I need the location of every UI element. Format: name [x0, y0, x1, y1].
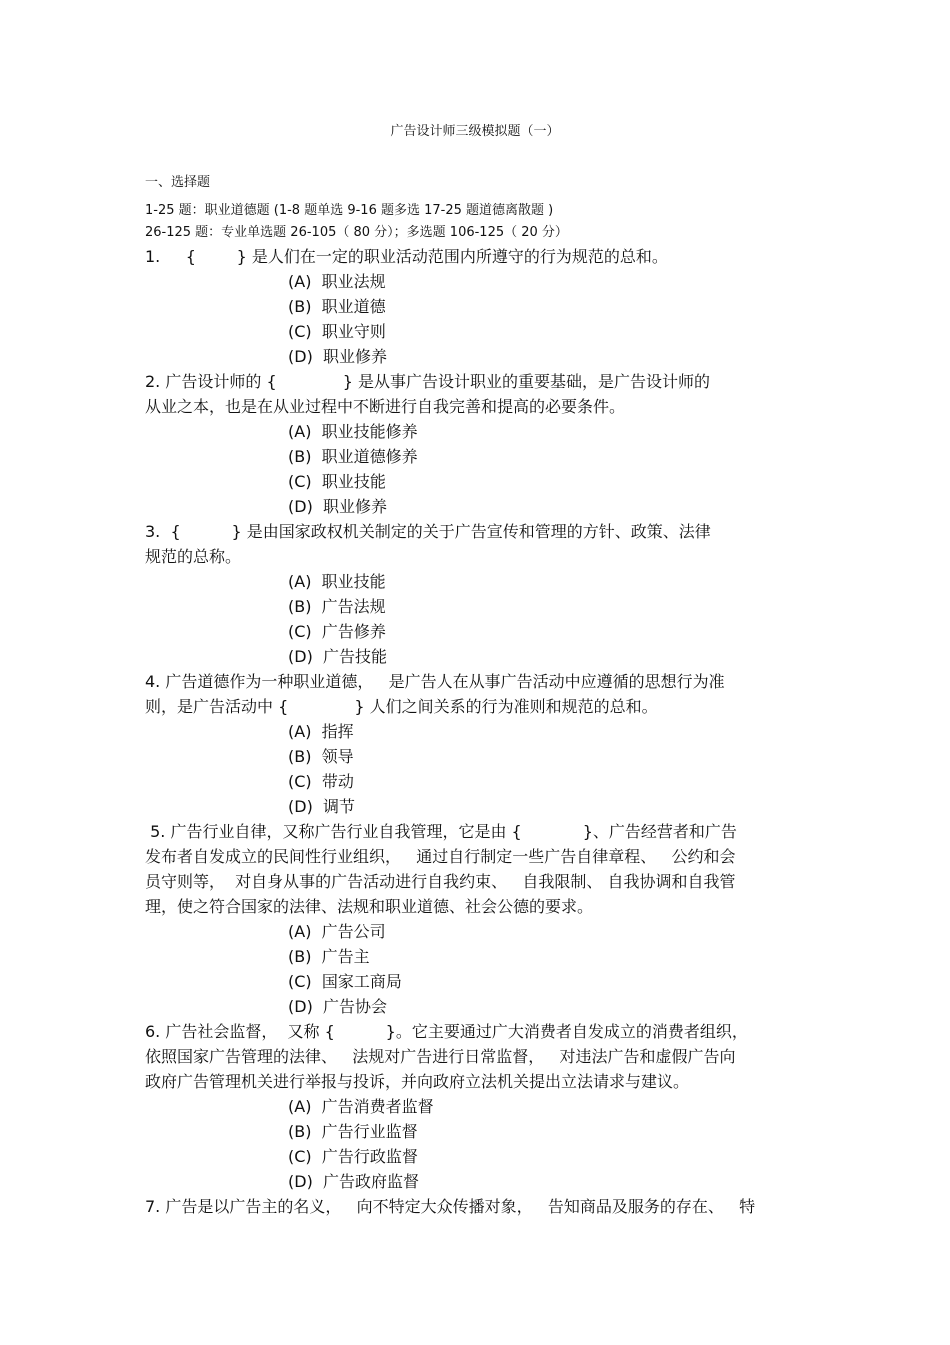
document-title: 广告设计师三级模拟题（一）	[390, 124, 560, 139]
answer-option: (C) 广告修养	[288, 622, 386, 641]
answer-option: (B) 职业道德修养	[288, 447, 418, 466]
answer-option: (D) 职业修养	[288, 497, 387, 516]
answer-option: (D) 职业修养	[288, 347, 387, 366]
answer-option: (A) 职业法规	[288, 272, 386, 291]
answer-option: (B) 广告行业监督	[288, 1122, 418, 1141]
question-text: 4. 广告道德作为一种职业道德， 是广告人在从事广告活动中应遵循的思想行为准	[145, 672, 725, 691]
answer-option: (C) 职业技能	[288, 472, 386, 491]
question-text: 5. 广告行业自律，又称广告行业自我管理，它是由 { }、广告经营者和广告	[145, 822, 737, 841]
answer-option: (C) 广告行政监督	[288, 1147, 418, 1166]
note-line: 26-125 题：专业单选题 26-105（ 80 分）；多选题 106-125（ 20 分）	[145, 225, 568, 240]
section-heading: 一、选择题	[145, 175, 211, 190]
answer-option: (A) 指挥	[288, 722, 354, 741]
answer-option: (A) 职业技能修养	[288, 422, 418, 441]
question-text: 理，使之符合国家的法律、法规和职业道德、社会公德的要求。	[145, 897, 594, 916]
answer-option: (B) 广告主	[288, 947, 370, 966]
answer-option: (C) 带动	[288, 772, 354, 791]
question-text: 从业之本，也是在从业过程中不断进行自我完善和提高的必要条件。	[145, 397, 626, 416]
question-text: 发布者自发成立的民间性行业组织， 通过自行制定一些广告自律章程、 公约和会	[145, 847, 736, 866]
answer-option: (C) 国家工商局	[288, 972, 402, 991]
answer-option: (B) 广告法规	[288, 597, 386, 616]
question-text: 3. { } 是由国家政权机关制定的关于广告宣传和管理的方针、政策、法律	[145, 522, 711, 541]
question-text: 2. 广告设计师的 { } 是从事广告设计职业的重要基础，是广告设计师的	[145, 372, 711, 391]
question-text: 1. { } 是人们在一定的职业活动范围内所遵守的行为规范的总和。	[145, 247, 668, 266]
answer-option: (D) 广告政府监督	[288, 1172, 419, 1191]
question-text: 7. 广告是以广告主的名义， 向不特定大众传播对象， 告知商品及服务的存在、 特	[145, 1197, 756, 1216]
question-text: 规范的总称。	[145, 547, 242, 566]
answer-option: (A) 广告公司	[288, 922, 386, 941]
answer-option: (D) 调节	[288, 797, 355, 816]
question-text: 政府广告管理机关进行举报与投诉，并向政府立法机关提出立法请求与建议。	[145, 1072, 690, 1091]
question-text: 依照国家广告管理的法律、 法规对广告进行日常监督， 对违法广告和虚假广告向	[145, 1047, 736, 1066]
question-text: 6. 广告社会监督， 又称 { }。它主要通过广大消费者自发成立的消费者组织，	[145, 1022, 748, 1041]
question-text: 则，是广告活动中 { } 人们之间关系的行为准则和规范的总和。	[145, 697, 658, 716]
answer-option: (D) 广告技能	[288, 647, 387, 666]
answer-option: (B) 领导	[288, 747, 354, 766]
note-line: 1-25 题：职业道德题 (1-8 题单选 9-16 题多选 17-25 题道德离散题 )	[145, 203, 554, 218]
answer-option: (A) 职业技能	[288, 572, 386, 591]
question-text: 员守则等， 对自身从事的广告活动进行自我约束、 自我限制、 自我协调和自我管	[145, 872, 736, 891]
answer-option: (D) 广告协会	[288, 997, 387, 1016]
answer-option: (C) 职业守则	[288, 322, 386, 341]
answer-option: (B) 职业道德	[288, 297, 386, 316]
answer-option: (A) 广告消费者监督	[288, 1097, 434, 1116]
